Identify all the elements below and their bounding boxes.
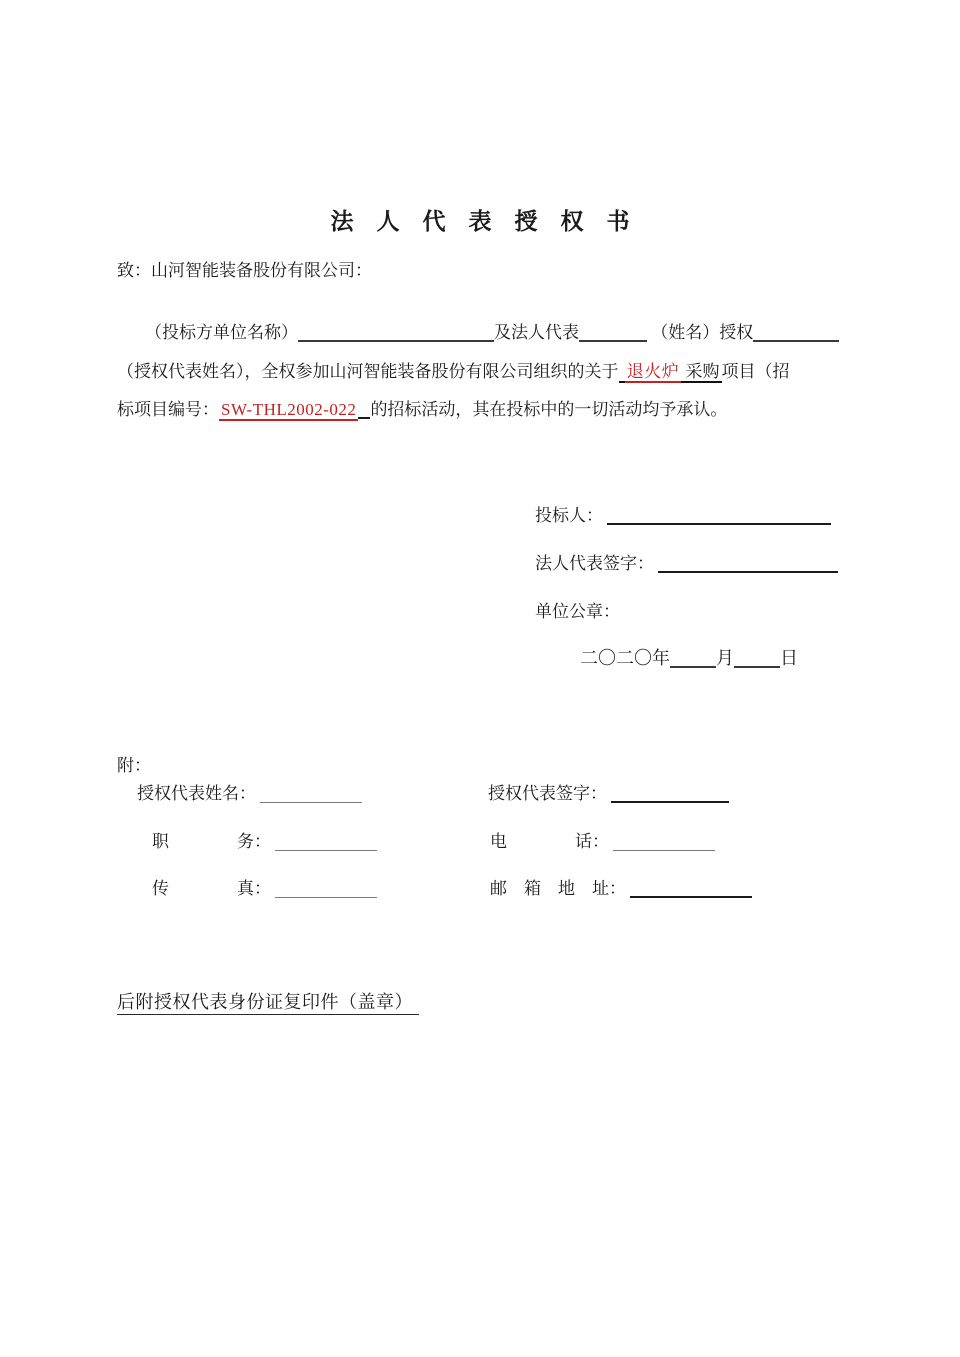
attach-rep-name-label: 授权代表姓名：: [137, 784, 256, 803]
project-name-highlight: 退火炉: [626, 361, 680, 381]
footer-note-text: 后附授权代表身份证复印件（盖章）: [117, 992, 419, 1015]
attach-email-cell: [490, 874, 752, 899]
legal-rep-signature-row: [535, 549, 838, 574]
document-title: 法人代表授权书: [330, 209, 653, 234]
blank-authorized-rep-name: [753, 337, 839, 342]
blank-company-name: [298, 337, 494, 342]
body-text-participation: （授权代表姓名），全权参加山河智能装备股份有限公司组织的关于: [117, 361, 619, 381]
body-text-acknowledge: 的招标活动，其在投标中的一切活动均予承认。: [370, 400, 728, 419]
body-text-project-open-paren: 项目（招: [721, 361, 790, 381]
attach-phone-label: 电 话：: [490, 832, 609, 851]
attach-rep-name-cell: [137, 779, 362, 804]
blank-legal-rep-name: [579, 337, 647, 342]
blank-day: [734, 663, 780, 668]
body-text-procurement: 采购: [685, 361, 720, 381]
attach-position-label: 职 务：: [152, 832, 271, 851]
attach-phone-cell: [490, 827, 715, 852]
attach-rep-sign-cell: [488, 779, 729, 804]
body-text-bidder-unit: （投标方单位名称）: [145, 323, 298, 342]
attach-position-cell: [152, 827, 377, 852]
attach-email-label: 邮 箱 地 址：: [490, 879, 626, 898]
blank-month: [670, 663, 716, 668]
attach-fax-label: 传 真：: [152, 879, 271, 898]
blank-bidder: [607, 520, 831, 525]
attach-fax-cell: [152, 874, 377, 899]
date-day-label: 日: [780, 648, 798, 668]
date-year-text: 二〇二〇年: [580, 648, 670, 668]
blank-position: [275, 847, 377, 851]
body-line-2: [117, 353, 892, 392]
body-line-1: [117, 314, 892, 353]
attachment-heading: 附：: [117, 756, 151, 775]
underlined-project-segment: [619, 362, 722, 383]
blank-email-address: [630, 893, 752, 898]
blank-after-tender-number: [358, 414, 370, 419]
bidder-label: 投标人：: [535, 506, 603, 525]
footer-note: [117, 988, 419, 1014]
company-seal-row: [535, 597, 620, 622]
body-line-3: [117, 391, 892, 430]
attach-rep-sign-label: 授权代表签字：: [488, 784, 607, 803]
blank-fax: [275, 894, 377, 898]
date-month-label: 月: [716, 648, 734, 668]
tender-number-highlight: SW-THL2002-022: [221, 400, 357, 419]
legal-rep-sign-label: 法人代表签字：: [535, 554, 654, 573]
bidder-signature-row: [535, 501, 831, 526]
body-text-tender-number-label: 标项目编号：: [117, 400, 219, 419]
body-text-legal-rep: 及法人代表: [494, 323, 579, 342]
body-text-authorize: （姓名）授权: [651, 323, 754, 342]
salutation-line: 致：山河智能装备股份有限公司：: [117, 261, 372, 280]
blank-rep-signature: [611, 798, 729, 803]
date-row: [580, 644, 798, 670]
blank-phone: [613, 847, 715, 851]
company-seal-label: 单位公章：: [535, 602, 620, 621]
blank-rep-name: [260, 799, 362, 803]
body-paragraph: [117, 314, 892, 430]
blank-legal-rep-signature: [658, 568, 838, 573]
